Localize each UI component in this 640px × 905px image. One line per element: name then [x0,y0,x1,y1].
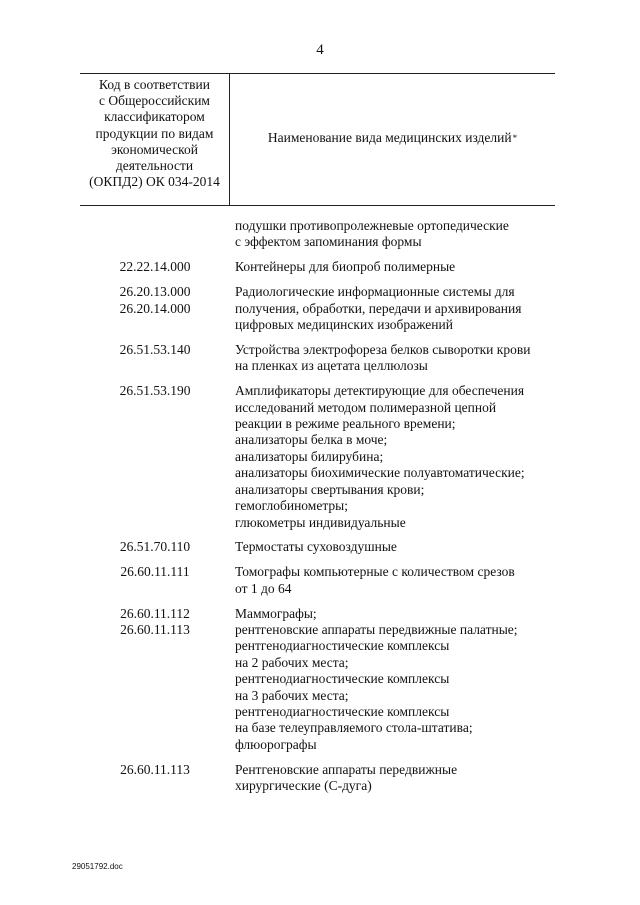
code-cell [80,218,230,251]
okpd2-code: 26.20.14.000 [119,300,191,316]
table-row [80,564,555,597]
device-name-line: Маммографы; [235,605,317,621]
name-cell [230,218,555,251]
name-cell [230,539,555,555]
code-cell [80,383,230,531]
device-name-line: рентгенодиагностические комплексы [235,638,450,654]
device-name-line: рентгенодиагностические комплексы [235,704,450,720]
device-name-line: рентгеновские аппараты передвижные палатные; [235,622,518,638]
header-footnote-mark: * [512,132,518,143]
name-cell [230,383,555,531]
device-name-line: с эффектом запоминания формы [235,234,422,250]
okpd2-code: 26.60.11.112 [120,605,190,621]
device-name-line: флюорографы [235,736,317,752]
device-name-line: на 2 рабочих места; [235,654,349,670]
device-name-line: реакции в режиме реального времени; [235,416,456,432]
device-name-line: Контейнеры для биопроб полимерные [235,259,456,275]
okpd2-code: 26.51.70.110 [119,539,191,555]
okpd2-code: 26.20.13.000 [119,284,191,300]
table-row [80,539,555,555]
device-name-line: подушки противопролежневые ортопедические [235,218,509,233]
name-cell [230,606,555,754]
okpd2-code: 26.51.53.140 [119,341,191,357]
name-cell [230,342,555,375]
device-name-line: на 3 рабочих места; [235,687,349,703]
table-body [80,218,555,803]
device-name-line: на базе телеуправляемого стола-штатива; [235,720,473,736]
name-cell [230,284,555,333]
device-name-line: цифровых медицинских изображений [235,317,453,333]
name-cell [230,762,555,795]
okpd2-code: 26.60.11.113 [120,622,190,638]
table-row [80,342,555,375]
device-name-line: хирургические (С-дуга) [235,778,372,794]
table-row [80,284,555,333]
table-row [80,606,555,754]
page-number: 4 [316,42,324,58]
device-name-line: получения, обработки, передачи и архивирования [235,300,522,316]
header-code-line: (ОКПД2) ОК 034-2014 [89,174,220,190]
header-code-line: деятельности [115,158,194,174]
device-name-line: рентгенодиагностические комплексы [235,671,450,687]
table-header [80,73,555,206]
device-name-line: Томографы компьютерные с количеством срезов [235,564,515,580]
header-code-column [80,74,230,205]
device-name-line: Устройства электрофореза белков сыворотки крови [235,341,531,357]
okpd2-code: 26.60.11.111 [120,564,190,580]
code-cell [80,539,230,555]
table-row [80,383,555,531]
table-row [80,218,555,251]
code-cell [80,762,230,795]
header-code-line: классификатором [104,109,205,125]
device-name-line: Термостаты суховоздушные [235,539,397,555]
device-name-line: анализаторы биохимические полуавтоматические; [235,465,525,481]
device-name-line: Рентгеновские аппараты передвижные [235,761,458,777]
device-name-line: глюкометры индивидуальные [235,514,406,530]
table-row [80,259,555,275]
name-cell [230,259,555,275]
okpd2-code: 26.51.53.190 [119,383,191,399]
header-code-line: экономической [111,141,198,157]
header-name-column [230,74,555,205]
table-row [80,762,555,795]
device-name-line: исследований методом полимеразной цепной [235,399,497,415]
code-cell [80,259,230,275]
device-name-line: Радиологические информационные системы для [235,284,515,300]
code-cell [80,606,230,754]
header-code-line: продукции по видам [95,125,214,141]
code-cell [80,284,230,333]
okpd2-code: 26.60.11.113 [120,761,190,777]
code-cell [80,342,230,375]
device-name-line: Амплификаторы детектирующие для обеспечения [235,383,525,399]
device-name-line: гемоглобинометры; [235,498,348,514]
header-name-text: Наименование вида медицинских изделий [267,129,512,145]
header-code-line: Код в соответствии [99,77,210,92]
name-cell [230,564,555,597]
okpd2-code: 22.22.14.000 [119,259,191,275]
device-name-line: анализаторы белка в моче; [235,432,388,448]
code-cell [80,564,230,597]
device-name-line: на пленках из ацетата целлюлозы [235,358,428,374]
header-code-line: с Общероссийским [99,93,210,109]
device-name-line: анализаторы свертывания крови; [235,481,425,497]
file-name-footer: 29051792.doc [72,862,123,871]
device-name-line: от 1 до 64 [235,580,292,596]
device-name-line: анализаторы билирубина; [235,448,384,464]
